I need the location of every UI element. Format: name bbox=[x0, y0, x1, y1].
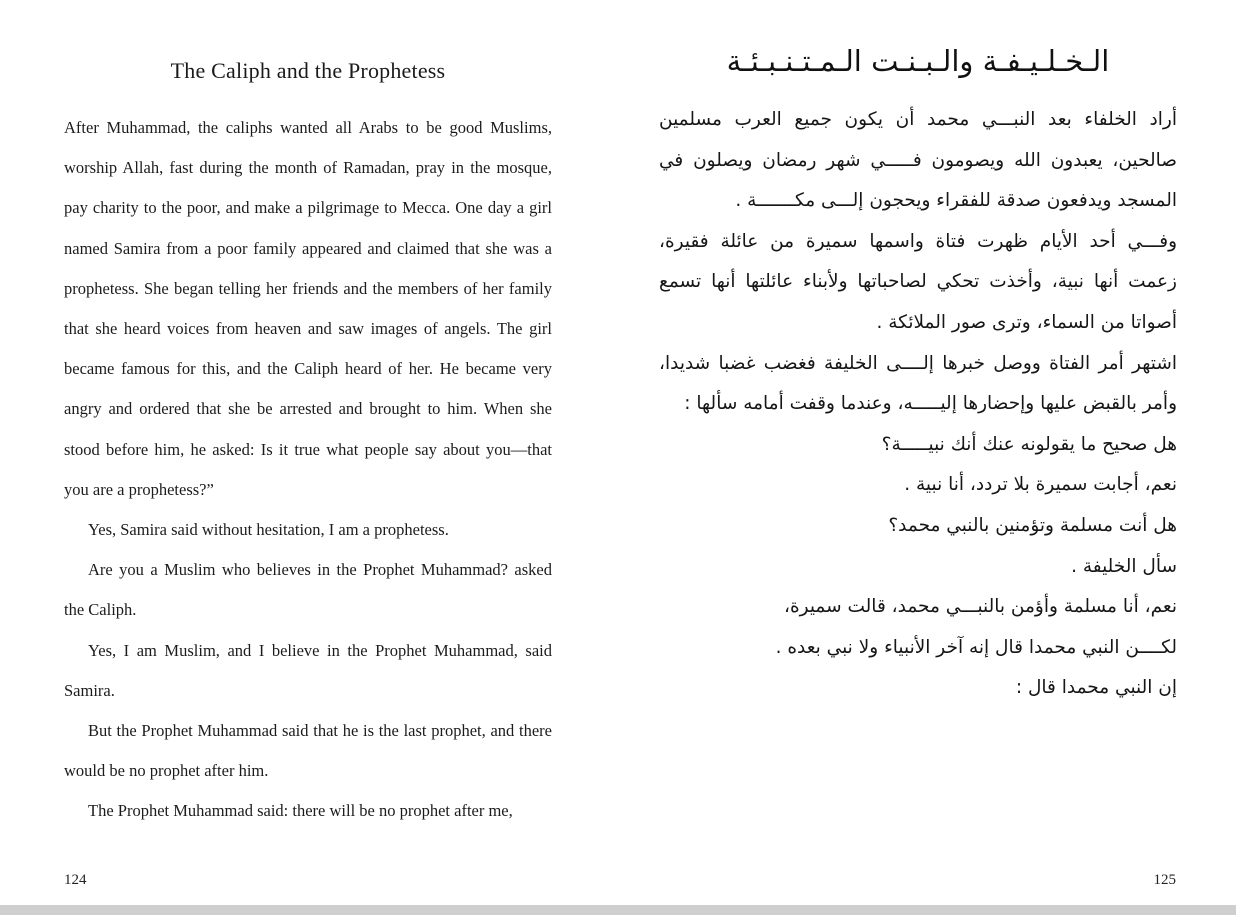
arabic-paragraph-5: نعم، أجابت سميرة بلا تردد، أنا نبية . bbox=[904, 474, 1177, 496]
page-number-left: 124 bbox=[64, 872, 87, 888]
arabic-paragraph-3: اشتهر أمر الفتاة ووصل خبرها إلــــى الخليفة فغضب غضبا شديدا، وأمر بالقبض عليها وإحضارها إليـــــه، وعندما وقفت أمامه سألها : bbox=[659, 352, 1177, 415]
english-text-body bbox=[64, 108, 552, 832]
english-paragraph-2: Yes, Samira said without hesitation, I am a prophetess. bbox=[88, 520, 449, 540]
english-paragraph-5: But the Prophet Muhammad said that he is the last prophet, and there would be no prophet after him. bbox=[64, 721, 552, 781]
arabic-paragraph-8: نعم، أنا مسلمة وأؤمن بالنبـــي محمد، قالت سميرة، bbox=[783, 596, 1177, 618]
english-paragraph-6: The Prophet Muhammad said: there will be no prophet after me, bbox=[88, 801, 513, 821]
english-paragraph-4: Yes, I am Muslim, and I believe in the Prophet Muhammad, said Samira. bbox=[64, 640, 552, 700]
page-arabic bbox=[659, 0, 1177, 915]
page-number-right: 125 bbox=[1153, 872, 1176, 888]
page-english bbox=[64, 0, 552, 915]
english-paragraph-3: Are you a Muslim who believes in the Prophet Muhammad? asked the Caliph. bbox=[64, 560, 552, 620]
arabic-paragraph-2: وفـــي أحد الأيام ظهرت فتاة واسمها سميرة من عائلة فقيرة، زعمت أنها نبية، وأخذت تحكي لصاحباتها ولأبناء عائلتها أنها تسمع أصواتا من السماء، وترى صور الملائكة . bbox=[659, 230, 1177, 333]
arabic-paragraph-10: إن النبي محمدا قال : bbox=[1015, 677, 1177, 699]
bottom-edge-strip bbox=[0, 905, 1236, 915]
arabic-paragraph-6: هل أنت مسلمة وتؤمنين بالنبي محمد؟ bbox=[888, 514, 1177, 536]
arabic-paragraph-9: لكــــن النبي محمدا قال إنه آخر الأنبياء ولا نبي بعده . bbox=[775, 636, 1177, 658]
arabic-text-body bbox=[659, 100, 1177, 709]
arabic-paragraph-4: هل صحيح ما يقولونه عنك أنك نبيـــــة؟ bbox=[881, 433, 1177, 455]
english-page-title: The Caliph and the Prophetess bbox=[170, 58, 446, 83]
arabic-page-title: الـخـلـيـفـة والـبـنـت الـمـتـنـبـئـة bbox=[726, 44, 1110, 78]
arabic-paragraph-1: أراد الخلفاء بعد النبـــي محمد أن يكون جميع العرب مسلمين صالحين، يعبدون الله ويصومون فـــــي شهر رمضان ويصلون في المسجد ويدفعون صدقة للفقراء ويحجون إلـــى مكـــــــة . bbox=[659, 109, 1177, 212]
english-paragraph-1: After Muhammad, the caliphs wanted all Arabs to be good Muslims, worship Allah, fast during the month of Ramadan, pray in the mosque, pay charity to the poor, and make a pilgrimage to Mecca. One day a girl named Samira from a poor family appeared and claimed that she was a prophetess. She began telling her friends and the members of her family that she heard voices from heaven and saw images of angels. The girl became famous for this, and the Caliph heard of her. He became very angry and ordered that she be arrested and brought to him. When she stood before him, he asked: Is it true what people say about you—that you are a prophetess?” bbox=[64, 118, 552, 499]
arabic-paragraph-7: سأل الخليفة . bbox=[1071, 555, 1177, 577]
